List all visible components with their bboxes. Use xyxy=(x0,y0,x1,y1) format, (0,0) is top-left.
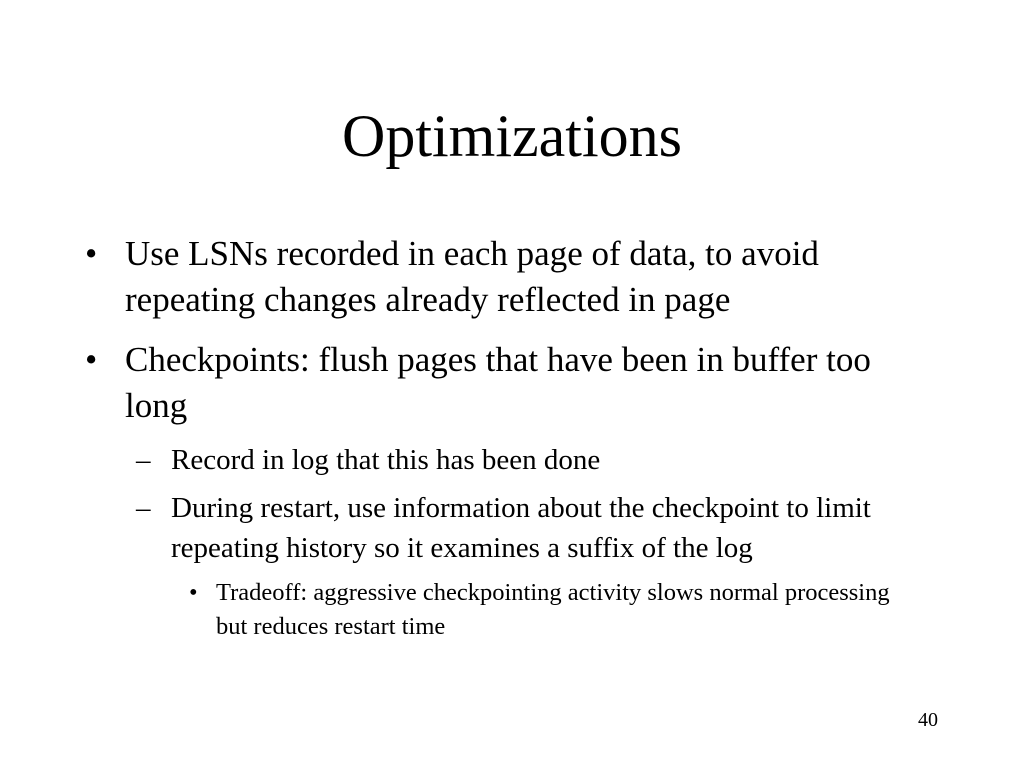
bullet-text: Checkpoints: flush pages that have been in buffer too long xyxy=(125,340,871,425)
page-number: 40 xyxy=(918,709,938,731)
bullet-item xyxy=(85,231,925,323)
sub-bullet-marker: – xyxy=(136,492,151,524)
bullet-marker: • xyxy=(85,234,98,273)
bullet-text: Use LSNs recorded in each page of data, to avoid repeating changes already reflected in page xyxy=(125,234,819,319)
sub-bullet-marker: – xyxy=(136,444,151,476)
sub-bullet-text: Record in log that this has been done xyxy=(171,444,601,476)
bullet-item xyxy=(85,337,925,429)
sub-sub-bullet-marker: • xyxy=(189,579,198,606)
sub-bullet-item xyxy=(136,440,961,480)
sub-bullet-item xyxy=(136,488,961,568)
sub-sub-bullet-text: Tradeoff: aggressive checkpointing activity slows normal processing but reduces restart time xyxy=(216,579,890,640)
sub-bullet-text: During restart, use information about the checkpoint to limit repeating history so it examines a suffix of the log xyxy=(171,492,871,564)
bullet-marker: • xyxy=(85,340,98,379)
slide-title: Optimizations xyxy=(342,103,682,169)
sub-sub-bullet-item xyxy=(189,576,916,644)
